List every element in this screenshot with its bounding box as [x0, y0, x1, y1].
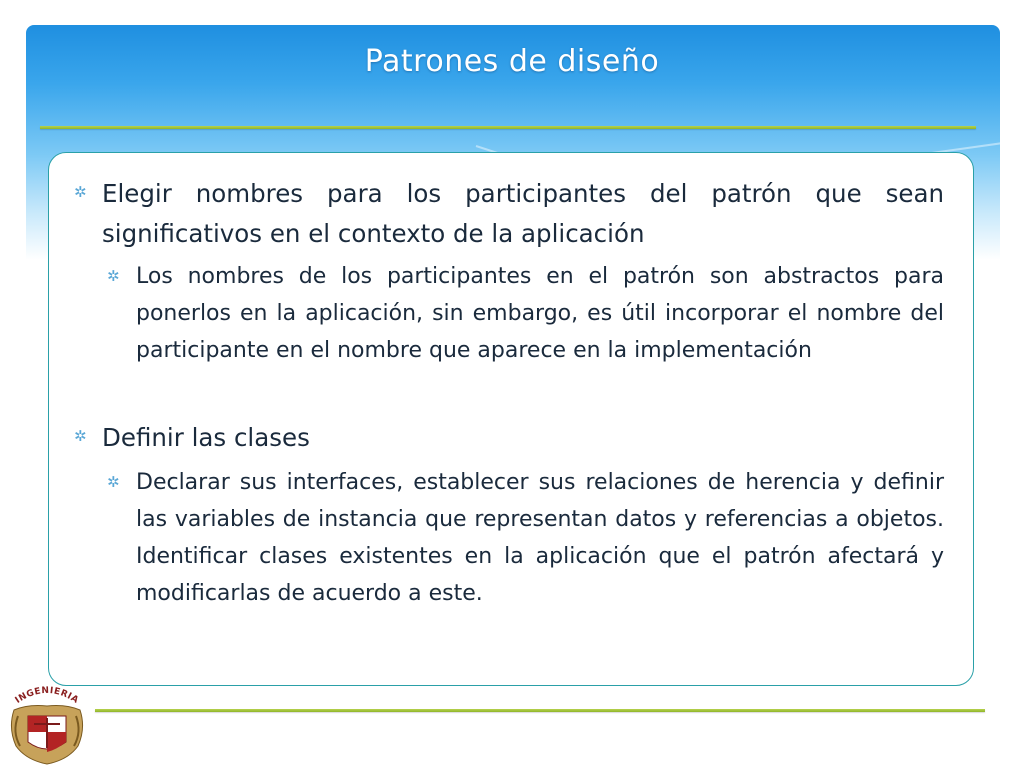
- bullet-level1: Definir las clases: [102, 423, 310, 452]
- bullet-marker-icon: ✲: [107, 267, 120, 285]
- bullet-level2: Declarar sus interfaces, establecer sus relaciones de herencia y definir las variables de instancia que representan datos y referencias a objetos. Identificar clases existentes en la aplicación que el patrón afectará y modificarlas de acuerdo a este.: [136, 470, 944, 606]
- logo-label: INGENIERIA: [13, 685, 81, 706]
- faculty-crest-icon: [6, 676, 88, 766]
- bullet-marker-icon: ✲: [74, 427, 87, 445]
- bottom-divider: [95, 709, 985, 712]
- top-divider: [40, 126, 976, 129]
- slide-title: Patrones de diseño: [364, 44, 660, 79]
- bullet-marker-icon: ✲: [74, 183, 87, 201]
- bullet-level2: Los nombres de los participantes en el patrón son abstractos para ponerlos en la aplicación, sin embargo, es útil incorporar el nombre del participante en el nombre que aparece en la implementación: [136, 264, 944, 363]
- svg-text:INGENIERIA: [14, 686, 81, 706]
- bullet-marker-icon: ✲: [107, 473, 120, 491]
- bullet-level1: Elegir nombres para los participantes del patrón que sean significativos en el contexto de la aplicación: [102, 179, 944, 248]
